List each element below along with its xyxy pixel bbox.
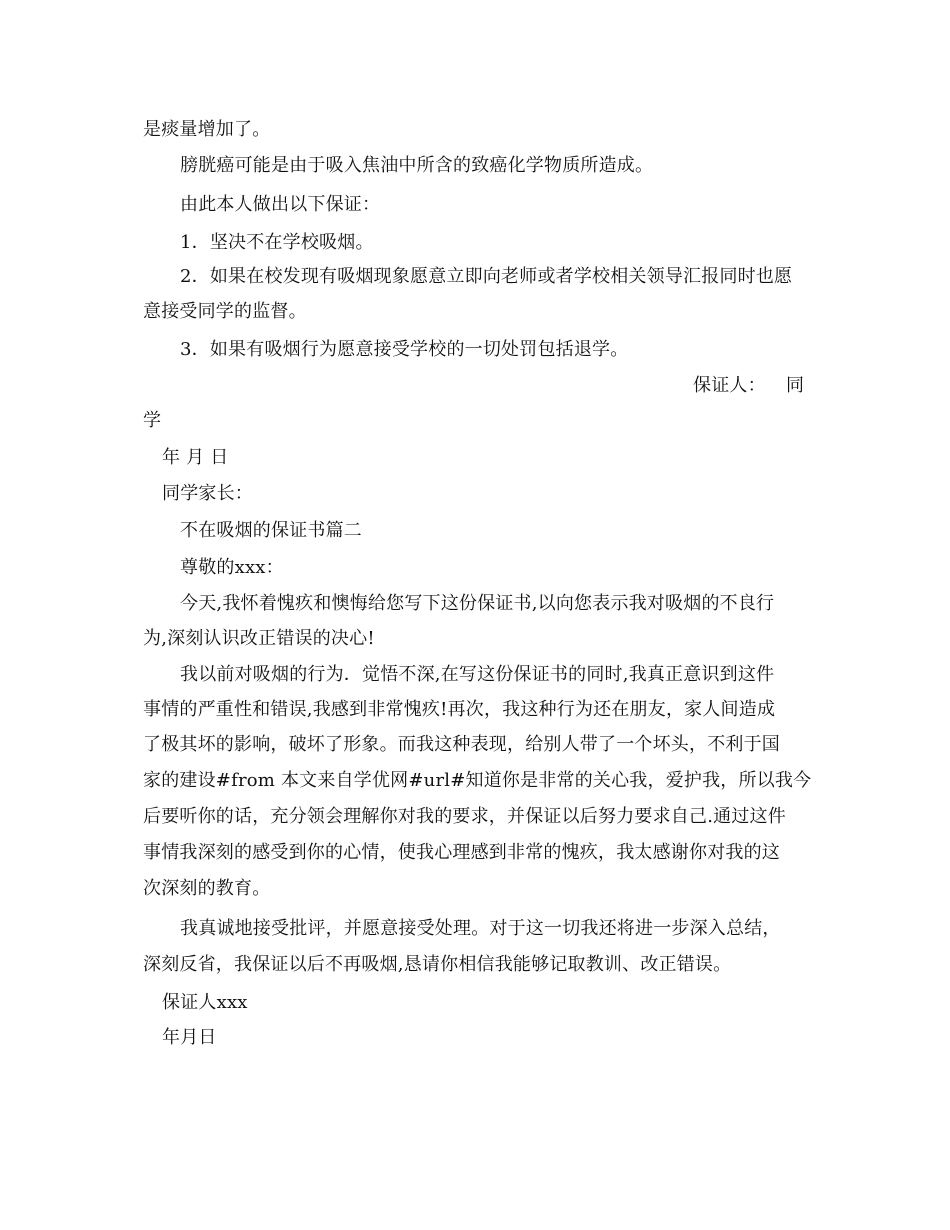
section-title: 不在吸烟的保证书篇二 bbox=[180, 520, 362, 541]
parent-label: 同学家长： bbox=[162, 483, 253, 504]
text-line: 后要听你的话，充分领会理解你对我的要求，并保证以后努力要求自己.通过这件 bbox=[143, 806, 786, 827]
date-line: 年月日 bbox=[162, 1027, 217, 1048]
signature-line: 保证人xxx bbox=[162, 992, 248, 1013]
text-line: 同 bbox=[786, 375, 805, 396]
text-line: 次深刻的教育。 bbox=[143, 878, 271, 899]
guarantor-label: 保证人： bbox=[693, 375, 766, 396]
list-item: 3．如果有吸烟行为愿意接受学校的一切处罚包括退学。 bbox=[180, 339, 629, 360]
text-line: 家的建设#from 本文来自学优网#url#知道你是非常的关心我，爱护我，所以我今 bbox=[143, 770, 812, 791]
text-line: 是痰量增加了。 bbox=[143, 119, 271, 140]
text-line: 我以前对吸烟的行为．觉悟不深,在写这份保证书的同时,我真正意识到这件 bbox=[180, 664, 775, 685]
text-line: 今天,我怀着愧疚和懊悔给您写下这份保证书,以向您表示我对吸烟的不良行 bbox=[180, 593, 775, 614]
text-line: 事情我深刻的感受到你的心情，使我心理感到非常的愧疚，我太感谢你对我的这 bbox=[143, 842, 780, 863]
text-line: 事情的严重性和错误,我感到非常愧疚!再次，我这种行为还在朋友，家人间造成 bbox=[143, 699, 776, 720]
text-line: 学 bbox=[143, 410, 162, 431]
date-line: 年 月 日 bbox=[162, 447, 229, 468]
text-line: 意接受同学的监督。 bbox=[143, 301, 307, 322]
text-line: 深刻反省，我保证以后不再吸烟,恳请你相信我能够记取教训、改正错误。 bbox=[143, 954, 732, 975]
text-line: 为,深刻认识改正错误的决心! bbox=[143, 628, 375, 649]
text-line: 膀胱癌可能是由于吸入焦油中所含的致癌化学物质所造成。 bbox=[180, 155, 654, 176]
text-line: 由此本人做出以下保证： bbox=[180, 194, 381, 215]
list-item: 1．坚决不在学校吸烟。 bbox=[180, 232, 374, 253]
text-line: 了极其坏的影响，破坏了形象。而我这种表现，给别人带了一个坏头，不利于国 bbox=[143, 734, 780, 755]
text-line: 我真诚地接受批评，并愿意接受处理。对于这一切我还将进一步深入总结， bbox=[180, 918, 781, 939]
salutation: 尊敬的xxx： bbox=[180, 557, 284, 578]
list-item: 2．如果在校发现有吸烟现象愿意立即向老师或者学校相关领导汇报同时也愿 bbox=[180, 266, 793, 287]
